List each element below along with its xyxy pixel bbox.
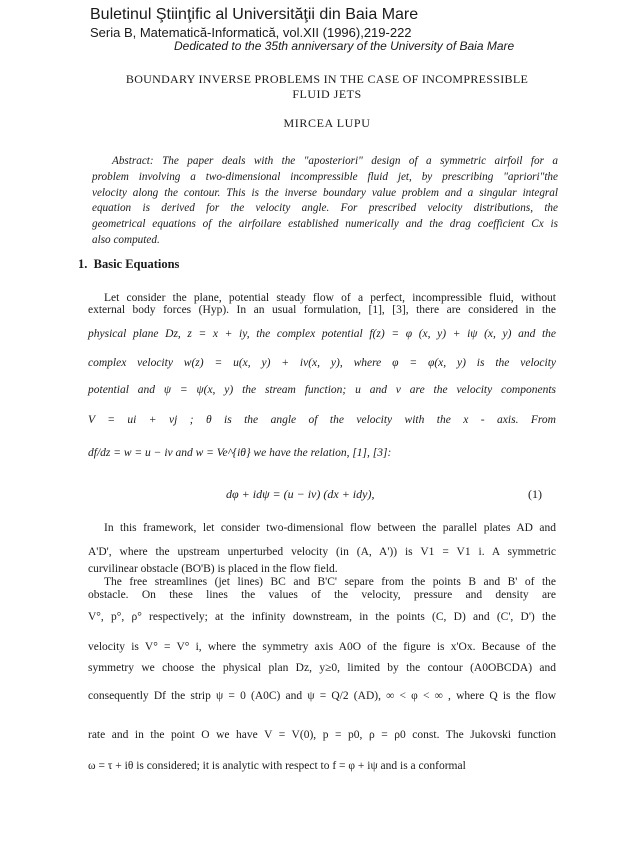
para2-line-10: rate and in the point O we have V = V(0), p = p0, ρ = ρ0 const. The Jukovski function xyxy=(88,729,556,741)
para2-line-3: curvilinear obstacle (BO'B) is placed in the flow field. xyxy=(88,563,338,575)
abstract-label: Abstract: xyxy=(112,155,154,167)
para2-line-11: ω = τ + iθ is considered; it is analytic with respect to f = φ + iψ and is a conformal xyxy=(88,760,466,772)
dedication-line: Dedicated to the 35th anniversary of the University of Baia Mare xyxy=(174,39,515,53)
paper-title-line-1: BOUNDARY INVERSE PROBLEMS IN THE CASE OF INCOMPRESSIBLE xyxy=(125,72,529,86)
author-name: MIRCEA LUPU xyxy=(283,116,371,130)
body-line-5: potential and ψ = ψ(x, y) the stream function; u and v are the velocity components xyxy=(88,384,556,396)
abstract xyxy=(92,154,558,249)
journal-series: Seria B, Matematică-Informatică, vol.XII (1996),219-222 xyxy=(90,25,412,40)
abstract-line-6: also computed. xyxy=(92,233,160,246)
section-number: 1. xyxy=(78,257,88,271)
abstract-line-4: equation is derived for the velocity angle. For prescribed velocity distributions, the xyxy=(92,202,558,215)
equation-1: dφ + idψ = (u − iv) (dx + idy), xyxy=(226,487,375,501)
body-line-1: Let consider the plane, potential steady flow of a perfect, incompressible fluid, without xyxy=(104,292,556,304)
para2-line-4: The free streamlines (jet lines) BC and B'C' separe from the points B and B' of the xyxy=(104,576,556,588)
body-line-2: external body forces (Hyp). In an usual formulation, [1], [3], there are considered in the xyxy=(88,304,556,316)
journal-title: Buletinul Ştiinţific al Universităţii din Baia Mare xyxy=(90,6,419,23)
abstract-line-1 xyxy=(92,154,558,170)
abstract-line-5: geometrical equations of the airfoilare established numerically and the drag coefficient Cx is xyxy=(92,218,558,231)
para2-line-6: V°, p°, ρ° respectively; at the infinity downstream, in the points (C, D) and (C', D') the xyxy=(88,611,556,623)
section-title: Basic Equations xyxy=(93,257,180,271)
body-line-7: df/dz = w = u − iv and w = Ve^{iθ} we have the relation, [1], [3]: xyxy=(88,447,392,459)
equation-number: (1) xyxy=(528,487,542,501)
para2-line-2: A'D', where the upstream unperturbed velocity (in (A, A')) is V1 = V1 i. A symmetric xyxy=(88,546,556,558)
para2-line-5: obstacle. On these lines the values of the velocity, pressure and density are xyxy=(88,589,556,601)
para2-line-9: consequently Df the strip ψ = 0 (A0C) and ψ = Q/2 (AD), ∞ < φ < ∞ , where Q is the flow xyxy=(88,690,556,702)
paper-title-line-2: FLUID JETS xyxy=(292,87,362,101)
abstract-text-1: The paper deals with the "aposteriori" design of a symmetric airfoil for a xyxy=(162,155,558,167)
para2-line-1: In this framework, let consider two-dimensional flow between the parallel plates AD and xyxy=(104,522,556,534)
body-line-3: physical plane Dz, z = x + iy, the complex potential f(z) = φ (x, y) + iψ (x, y) and the xyxy=(88,328,556,340)
section-heading xyxy=(78,257,179,272)
body-line-6: V = ui + vj ; θ is the angle of the velocity with the x - axis. From xyxy=(88,414,556,426)
abstract-line-3: velocity along the contour. This is the inverse boundary value problem and a singular integral xyxy=(92,186,558,199)
para2-line-7: velocity is V° = V° i, where the symmetry axis A0O of the figure is x'Ox. Because of the xyxy=(88,641,556,653)
abstract-line-2: problem involving a two-dimensional incompressible fluid jet, by prescribing "apriori"the xyxy=(92,170,558,183)
para2-line-8: symmetry we choose the physical plan Dz, y≥0, limited by the contour (A0OBCDA) and xyxy=(88,662,556,674)
body-line-4: complex velocity w(z) = u(x, y) + iv(x, y), where φ = φ(x, y) is the velocity xyxy=(88,357,556,369)
